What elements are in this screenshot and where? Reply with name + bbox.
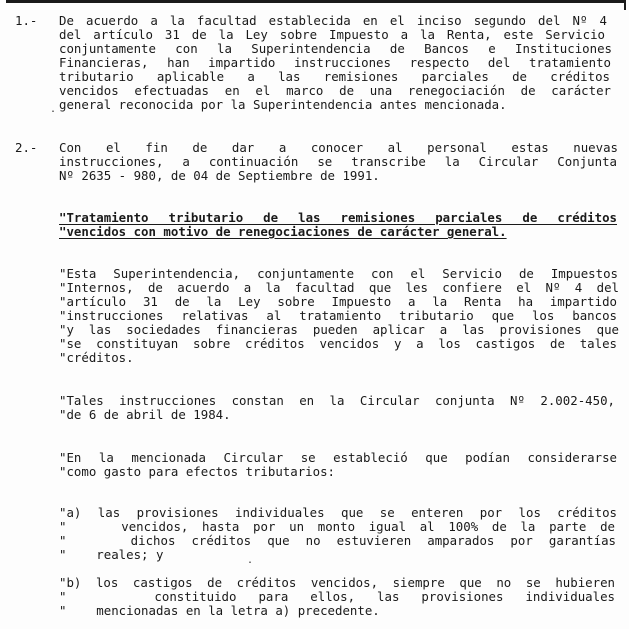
section-line: De acuerdo a la facultad establecida en el inciso segundo del Nº 4 [59,13,607,28]
section-line: del artículo 31 de la Ley sobre Impuesto a la Renta, este Servicio [59,27,605,42]
section-number: 2.- [15,140,38,155]
section-number: 1.- [15,13,38,28]
list-line: "b) los castigos de créditos vencidos, siempre que no se hubieren [59,575,615,590]
list-line: " mencionadas en la letra a) precedente. [59,603,380,618]
quote-line: "Internos, de acuerdo a la facultad que les confiere el Nº 4 del [59,280,619,295]
quote-line: "Esta Superintendencia, conjuntamente con el Servicio de Impuestos [59,266,618,281]
quote-line: "se constituyan sobre créditos vencidos y a los castigos de tales [59,336,617,351]
section-line: instrucciones, a continuación se transcribe la Circular Conjunta [59,154,617,169]
list-line: " vencidos, hasta por un monto igual al 100% de la parte de [59,519,615,534]
list-line: " constituido para ellos, las provisiones individuales [59,589,615,604]
scan-speck: . [50,104,57,115]
quote-line: "artículo 31 de la Ley sobre Impuesto a la Renta ha impartido [59,294,617,309]
quote-title-line: "vencidos con motivo de renegociaciones de carácter general. [59,224,507,239]
quote-line: "y las sociedades financieras pueden aplicar a las provisiones que [59,322,619,337]
section-line: general reconocida por la Superintendencia antes mencionada. [59,97,507,112]
list-line: " dichos créditos que no estuvieren amparados por garantías [59,533,616,548]
section-line: Con el fin de dar a conocer al personal estas nuevas [59,140,618,155]
quote-line: "como gasto para efectos tributarios: [59,464,336,479]
quote-title-line: "Tratamiento tributario de las remisiones parciales de créditos [59,210,617,225]
quote-line: "créditos. [59,350,134,365]
section-line: Nº 2635 - 980, de 04 de Septiembre de 1991. [59,168,380,183]
section-line: conjuntamente con la Superintendencia de Bancos e Instituciones [59,41,612,56]
scan-speck: . [247,555,254,566]
section-line: Financieras, han impartido instrucciones respecto del tratamiento [59,55,611,70]
quote-line: "Tales instrucciones constan en la Circular conjunta Nº 2.002-450, [59,393,615,408]
top-border-rule [6,0,626,3]
quote-line: "En la mencionada Circular se estableció que podían considerarse [59,450,617,465]
section-line: tributario aplicable a las remisiones parciales de créditos [59,69,610,84]
list-line: "a) las provisiones individuales que se enteren por los créditos [59,505,617,520]
quote-line: "instrucciones relativas al tratamiento tributario que los bancos [59,308,617,323]
right-border-rule [624,0,626,10]
section-line: vencidos efectuadas en el marco de una renegociación de carácter [59,83,611,98]
list-line: " reales; y [59,547,164,562]
quote-line: "de 6 de abril de 1984. [59,407,231,422]
